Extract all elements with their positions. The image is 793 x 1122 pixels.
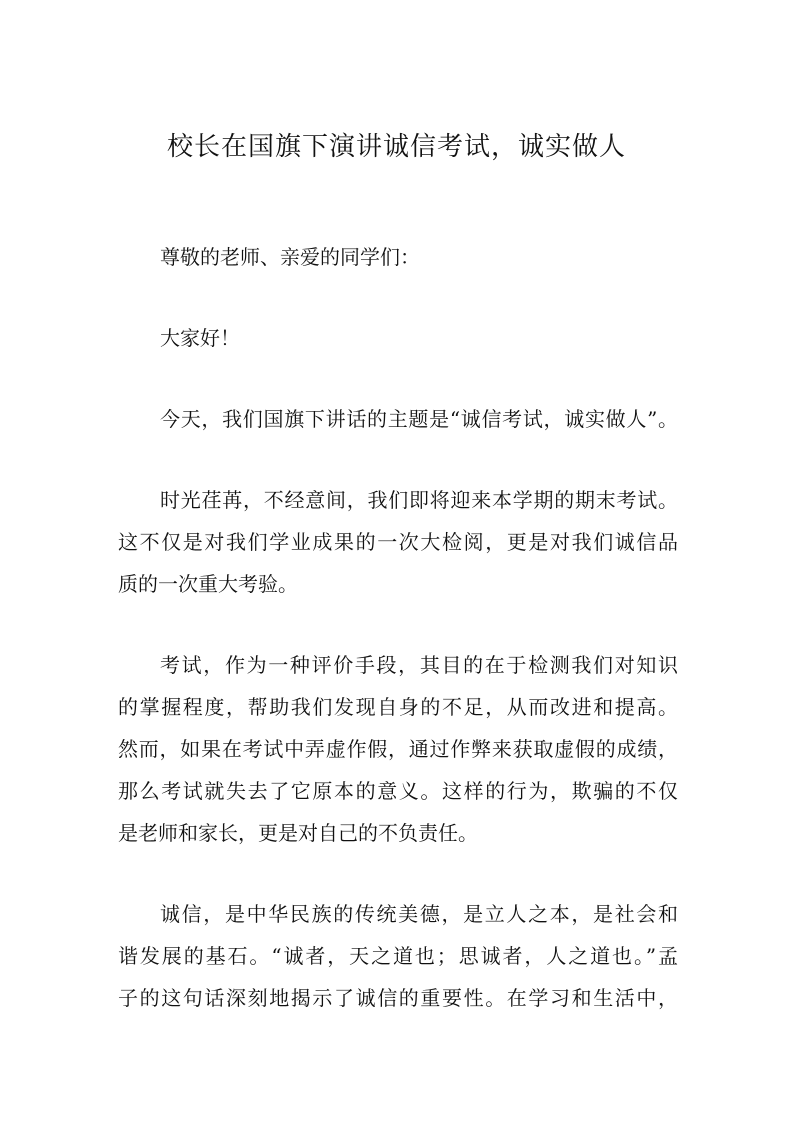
paragraph-topic xyxy=(118,398,678,440)
document-title: 校长在国旗下演讲诚信考试，诚实做人 xyxy=(166,132,626,162)
text-line: 大家好！ xyxy=(160,326,240,350)
text-line: 尊敬的老师、亲爱的同学们： xyxy=(160,245,420,269)
text-line: 时光荏苒，不经意间，我们即将迎来本学期的期末考试。 xyxy=(160,488,678,512)
paragraph-integrity xyxy=(118,893,678,1019)
text-line: 质的一次重大考验。 xyxy=(118,572,298,596)
text-line: 然而，如果在考试中弄虚作假，通过作弊来获取虚假的成绩， xyxy=(118,737,678,761)
text-line: 这不仅是对我们学业成果的一次大检阅，更是对我们诚信品 xyxy=(118,530,678,554)
text-line: 今天，我们国旗下讲话的主题是“诚信考试，诚实做人”。 xyxy=(160,407,678,431)
text-line: 那么考试就失去了它原本的意义。这样的行为，欺骗的不仅 xyxy=(118,779,678,803)
paragraph-exam-purpose xyxy=(118,644,678,854)
paragraph-greeting xyxy=(118,317,678,359)
paragraph-exam-coming xyxy=(118,479,678,605)
text-line: 诚信，是中华民族的传统美德，是立人之本，是社会和 xyxy=(160,902,678,926)
text-line: 子的这句话深刻地揭示了诚信的重要性。在学习和生活中， xyxy=(118,986,678,1010)
text-line: 谐发展的基石。“诚者，天之道也；思诚者，人之道也。”孟 xyxy=(118,944,678,968)
text-line: 考试，作为一种评价手段，其目的在于检测我们对知识 xyxy=(160,653,678,677)
text-line: 是老师和家长，更是对自己的不负责任。 xyxy=(118,821,478,845)
text-line: 的掌握程度，帮助我们发现自身的不足，从而改进和提高。 xyxy=(118,695,678,719)
document-body xyxy=(118,236,678,1019)
paragraph-salutation xyxy=(118,236,678,278)
